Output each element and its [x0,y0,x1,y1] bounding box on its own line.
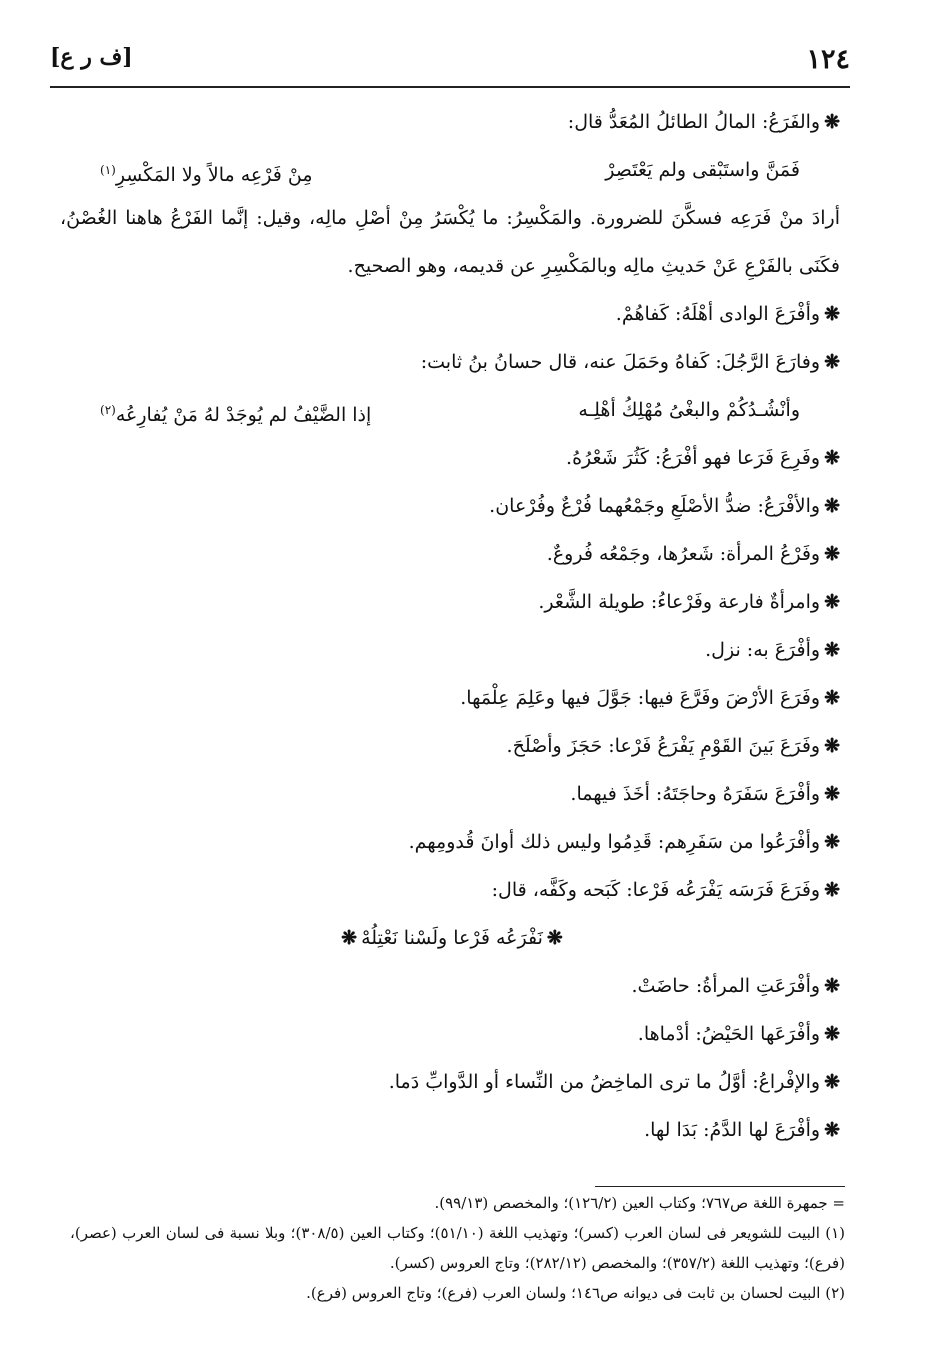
entry [60,530,840,578]
page-number: ١٢٤ [806,44,850,75]
header-rule [50,86,850,88]
star-icon: ❋ [824,351,840,373]
entry-text: وأفْرَعَها الحَيْضُ: أدْماها. [637,1023,821,1045]
dictionary-body [60,98,840,1154]
entry-text: والفَرَعُ: المالُ الطائلُ المُعَدُّ قال: [567,111,821,133]
verse-hemistich-right: وأنْشُـدُكُمْ والبغْىُ مُهْلِكُ أهْلِـه [578,399,800,421]
star-icon: ❋ [824,1023,840,1045]
star-icon: ❋ [824,111,840,133]
entry-text: وفارَعَ الرَّجُلَ: كَفاهُ وحَمَلَ عنه، قال حسانُ بنُ ثابت: [420,351,821,373]
entry-text: وامرأةٌ فارعة وفَرْعاءُ: طويلة الشَّعْر. [538,591,821,613]
entry [60,290,840,338]
verse-rajaz [60,914,840,962]
star-icon: ❋ [824,879,840,901]
star-icon: ❋ [341,927,358,949]
paragraph: أرادَ منْ فَرَعِه فسكَّنَ للضرورة. والمَكْسِرُ: ما يُكْسَرُ مِنْ أصْلِ مالِه، وقيل: إنَّما الفَرْعُ هاهنا الغُصْنُ، فكَنَى بالفَرْعِ عَنْ حَديثِ مالِه وبالمَكْسِرِ عن قديمه، وهو الصحيح. [60,207,840,277]
entry [60,578,840,626]
entry-text: وأفْرَعَ لها الدَّمُ: بَدَا لها. [644,1119,821,1141]
star-icon: ❋ [824,687,840,709]
entry [60,626,840,674]
entry [60,434,840,482]
entry [60,962,840,1010]
entry-text: وفَرَعَ فَرَسَه يَفْرَعُه فَرْعا: كَبَحه وكَفَّه، قال: [491,879,821,901]
entry [60,1058,840,1106]
entry [60,866,840,914]
star-icon: ❋ [824,783,840,805]
verse-text: مِنْ فَرْعِه مالاً ولا المَكْسِرِ [115,164,313,187]
verse-hemistich-left [100,146,313,194]
entry-text: وفَرَعَ بَينَ القَوْمِ يَفْرَعُ فَرْعا: حَجَزَ وأصْلَحَ. [506,735,821,757]
entry [60,818,840,866]
entry [60,722,840,770]
star-icon: ❋ [824,447,840,469]
star-icon: ❋ [546,927,563,949]
entry-text: وفَرِعَ فَرَعا فهو أفْرَعُ: كَثُرَ شَعْرُهُ. [566,447,821,469]
star-icon: ❋ [824,591,840,613]
entry-text: وفَرْعُ المرأة: شَعرُها، وجَمْعُه فُروعٌ. [546,543,821,565]
verse-text: إذا الضَّيْفُ لم يُوجَدْ لهُ مَنْ يُفارِعُه [115,404,372,427]
entry-text: وأفْرَعُوا من سَفَرِهم: قَدِمُوا وليس ذلك أوانَ قُدومِهم. [408,831,821,853]
entry-text: والإفْراعُ: أوَّلُ ما ترى الماخِضُ من النِّساء أو الدَّوابِّ دَما. [388,1071,821,1093]
verse-hemistich-right: فَمَنَّ واستَبْقى ولم يَعْتَصِرْ [605,159,800,181]
star-icon: ❋ [824,1119,840,1141]
footnote-marker: (٢) [100,403,116,417]
entry [60,674,840,722]
entry [60,482,840,530]
entry-text: وأفْرَعَ به: نزل. [705,639,821,661]
star-icon: ❋ [824,543,840,565]
star-icon: ❋ [824,735,840,757]
star-icon: ❋ [824,1071,840,1093]
footnote-marker: (١) [100,163,116,177]
verse-text: نَفْرَعُه فَرْعا ولَسْنا نَعْتِلُهْ [361,927,543,949]
footnotes [70,1188,845,1308]
verse [60,386,840,434]
verse [60,146,840,194]
entry [60,98,840,146]
star-icon: ❋ [824,495,840,517]
page-header [50,40,850,90]
entry-text: وأفْرَعَتِ المرأةُ: حاضَتْ. [631,975,821,997]
entry-text: وأفْرَعَ سَفَرَهُ وحاجَتَهُ: أخَذَ فيهما. [570,783,821,805]
entry-text: وأفْرَعَ الوادى أهْلَهُ: كَفاهُمْ. [615,303,821,325]
footnote: (١) البيت للشويعر فى لسان العرب (كسر)؛ وتهذيب اللغة (٥١/١٠)؛ وكتاب العين (٣٠٨/٥)؛ وبلا نسبة فى لسان العرب (عصر)، (فرع)؛ وتهذيب اللغة (٣٥٧/٢)؛ والمخصص (٢٨٢/١٢)؛ وتاج العروس (كسر). [70,1224,845,1272]
footnote-rule [595,1186,845,1187]
verse-hemistich-left [100,386,371,434]
root-label: [ف ر ع] [50,44,133,70]
entry [60,770,840,818]
footnote: (٢) البيت لحسان بن ثابت فى ديوانه ص١٤٦؛ ولسان العرب (فرع)؛ وتاج العروس (فرع). [306,1284,845,1302]
entry-text: والأفْرَعُ: ضدُّ الأصْلَعِ وجَمْعُهما فُرْعٌ وفُرْعان. [489,495,821,517]
entry [60,338,840,386]
star-icon: ❋ [824,975,840,997]
footnote: = جمهرة اللغة ص٧٦٧؛ وكتاب العين (١٢٦/٢)؛ والمخصص (٩٩/١٣). [434,1194,845,1212]
entry-text: وفَرَعَ الأرْضَ وفَرَّعَ فيها: جَوَّلَ فيها وعَلِمَ عِلْمَها. [460,687,821,709]
star-icon: ❋ [824,831,840,853]
star-icon: ❋ [824,303,840,325]
star-icon: ❋ [824,639,840,661]
entry [60,1106,840,1154]
entry [60,1010,840,1058]
